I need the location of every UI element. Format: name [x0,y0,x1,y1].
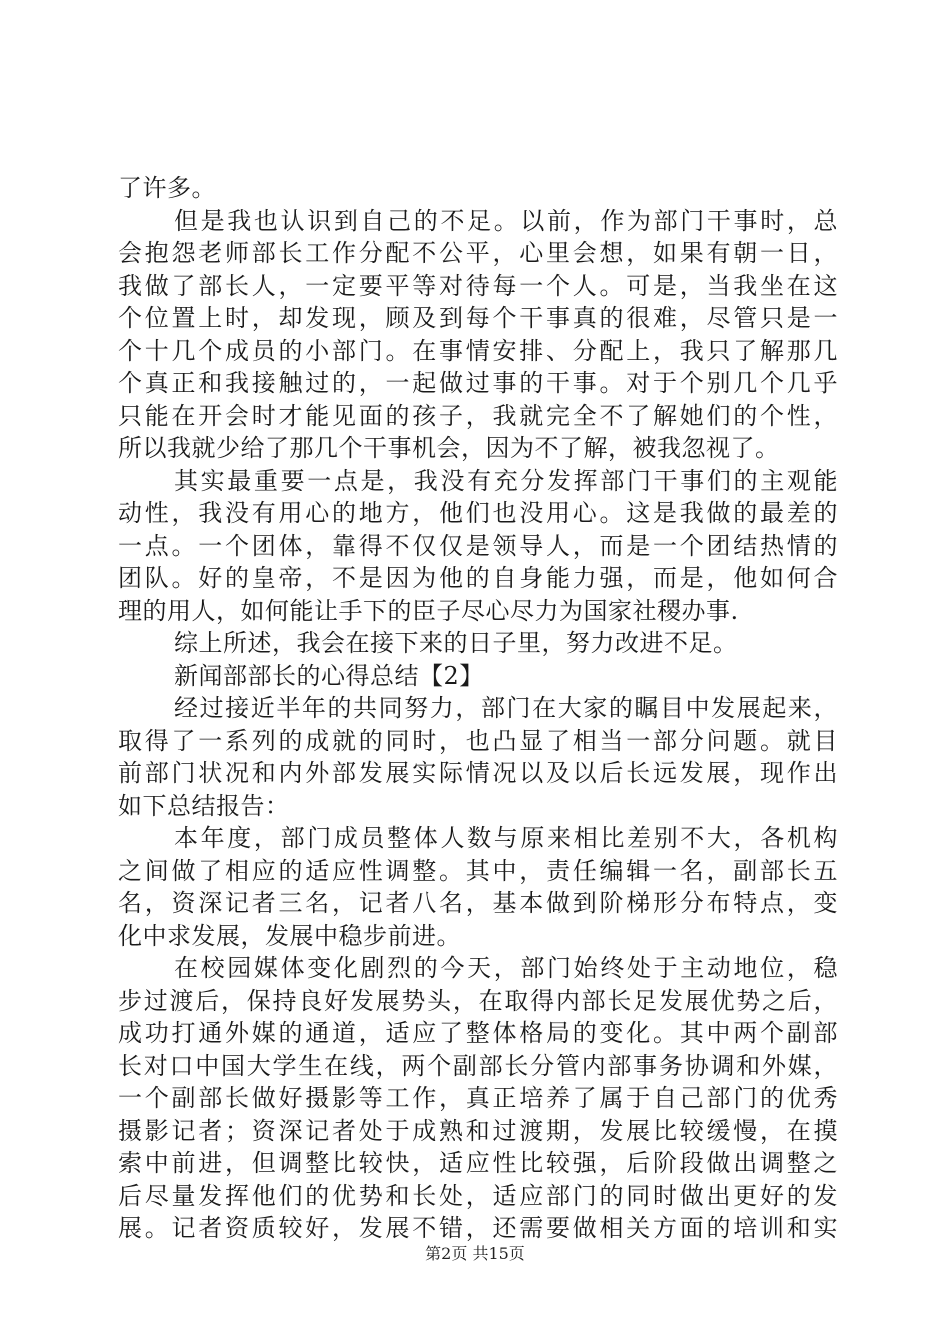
text-line: 长对口中国大学生在线，两个副部长分管内部事务协调和外媒， [118,1051,838,1080]
text-line: 步过渡后，保持良好发展势头，在取得内部长足发展优势之后， [118,986,838,1015]
body-text [118,172,838,1245]
text-line: 展。记者资质较好，发展不错，还需要做相关方面的培训和实 [118,1214,838,1242]
text-line: 我做了部长人，一定要平等对待每一个人。可是，当我坐在这 [118,271,838,300]
text-line: 只能在开会时才能见面的孩子，我就完全不了解她们的个性， [118,401,838,430]
text-line: 之间做了相应的适应性调整。其中，责任编辑一名，副部长五 [118,856,838,885]
text-line: 名，资深记者三名，记者八名，基本做到阶梯形分布特点，变 [118,889,838,917]
section-heading: 新闻部部长的心得总结【2】 [174,661,484,690]
text-line: 一点。一个团体，靠得不仅仅是领导人，而是一个团结热情的 [118,531,838,560]
text-line: 个真正和我接触过的，一起做过事的干事。对于个别几个几乎 [118,369,838,397]
text-line: 索中前进，但调整比较快，适应性比较强，后阶段做出调整之 [118,1149,838,1177]
text-line: 综上所述，我会在接下来的日子里，努力改进不足。 [174,629,738,657]
text-line: 本年度，部门成员整体人数与原来相比差别不大，各机构 [174,824,838,852]
text-line: 其实最重要一点是，我没有充分发挥部门干事们的主观能 [174,466,838,495]
text-line: 动性，我没有用心的地方，他们也没用心。这是我做的最差的 [118,499,838,527]
text-line: 团队。好的皇帝，不是因为他的自身能力强，而是，他如何合 [118,564,838,592]
text-line: 会抱怨老师部长工作分配不公平，心里会想，如果有朝一日， [118,239,838,267]
text-line: 前部门状况和内外部发展实际情况以及以后长远发展，现作出 [118,759,838,787]
text-line: 个十几个成员的小部门。在事情安排、分配上，我只了解那几 [118,336,838,365]
text-line: 如下总结报告： [118,791,290,820]
text-line: 摄影记者；资深记者处于成熟和过渡期，发展比较缓慢，在摸 [118,1116,838,1145]
text-line: 取得了一系列的成就的同时，也凸显了相当一部分问题。就目 [118,726,838,755]
page-number-footer: 第2页 共15页 [425,1244,525,1263]
text-line: 了许多。 [118,174,216,202]
text-line: 化中求发展，发展中稳步前进。 [118,921,461,950]
text-line: 一个副部长做好摄影等工作，真正培养了属于自己部门的优秀 [118,1084,838,1112]
text-line: 但是我也认识到自己的不足。以前，作为部门干事时，总 [174,206,838,235]
text-line: 经过接近半年的共同努力，部门在大家的瞩目中发展起来， [174,694,838,722]
text-line: 个位置上时，却发现，顾及到每个干事真的很难，尽管只是一 [118,304,838,332]
text-line: 成功打通外媒的通道，适应了整体格局的变化。其中两个副部 [118,1019,838,1047]
text-line: 后尽量发挥他们的优势和长处，适应部门的同时做出更好的发 [118,1181,838,1210]
text-line: 理的用人，如何能让手下的臣子尽心尽力为国家社稷办事. [118,596,739,625]
text-line: 所以我就少给了那几个干事机会，因为不了解，被我忽视了。 [118,434,780,462]
text-line: 在校园媒体变化剧烈的今天，部门始终处于主动地位，稳 [174,954,838,982]
